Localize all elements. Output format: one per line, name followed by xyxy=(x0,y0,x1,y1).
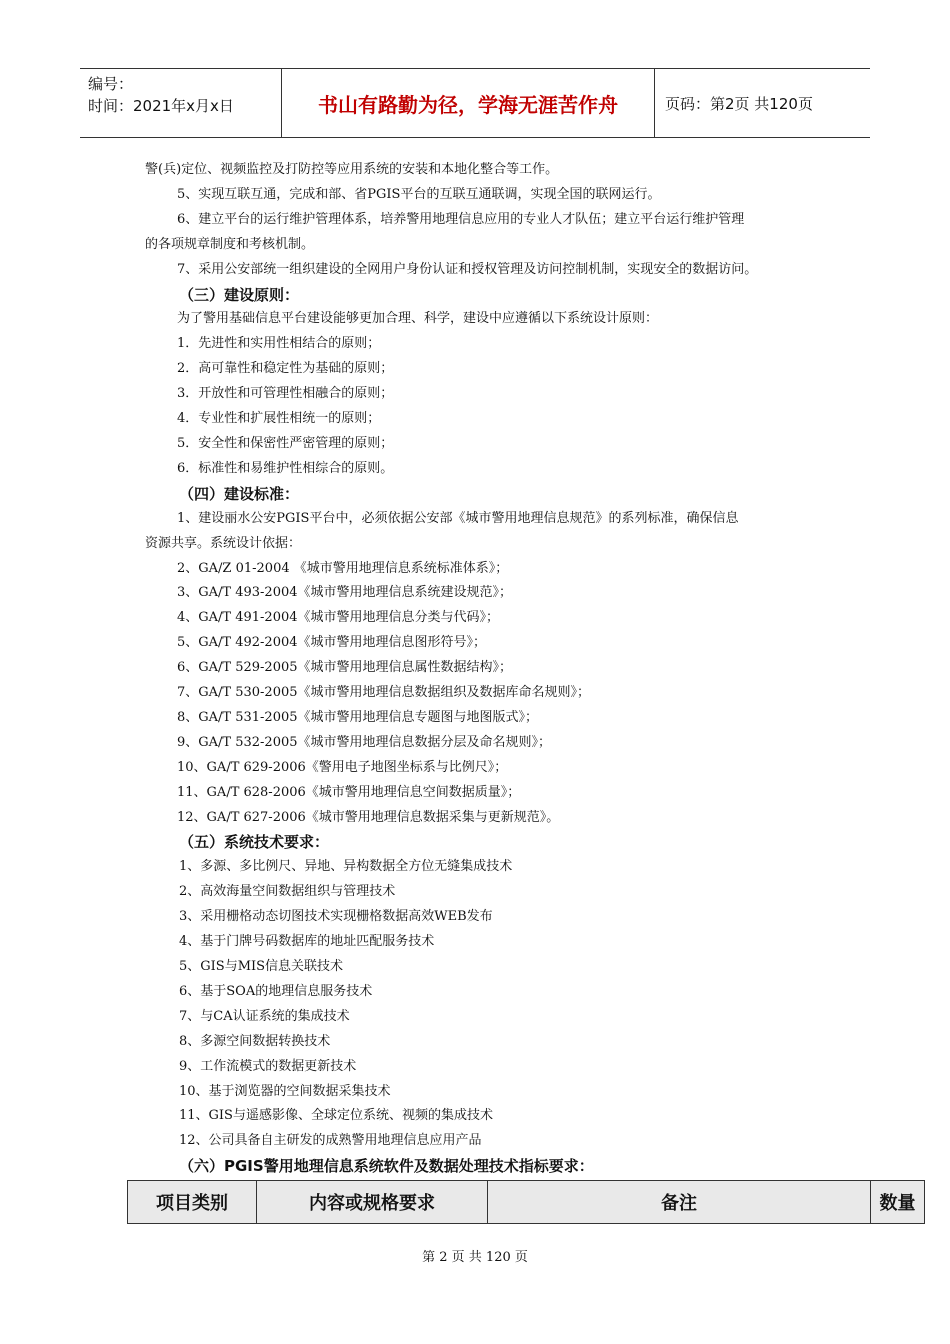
table-header-quantity: 数量 xyxy=(871,1181,925,1224)
tech-item: 8、多源空间数据转换技术 xyxy=(179,1033,331,1049)
principle-item: 3．开放性和可管理性相融合的原则； xyxy=(177,386,394,402)
standard-item: 5、GA/T 492-2004《城市警用地理信息图形符号》； xyxy=(177,635,487,651)
header-code-label: 编号： xyxy=(88,75,134,93)
header-motto: 书山有路勤为径，学海无涯苦作舟 xyxy=(282,69,655,137)
header-page-label: 页码：第2页 共120页 xyxy=(665,94,813,113)
body-line: 7、采用公安部统一组织建设的全网用户身份认证和授权管理及访问控制机制，实现安全的数据访问。 xyxy=(177,261,758,277)
body-line: 警(兵)定位、视频监控及打防控等应用系统的安装和本地化整合等工作。 xyxy=(145,162,559,177)
section-heading-3: （三）建设原则： xyxy=(179,285,300,304)
tech-item: 11、GIS与遥感影像、全球定位系统、视频的集成技术 xyxy=(179,1108,493,1124)
standard-item: 11、GA/T 628-2006《城市警用地理信息空间数据质量》； xyxy=(177,784,521,800)
table-header-spec: 内容或规格要求 xyxy=(257,1181,488,1224)
principle-item: 1．先进性和实用性相结合的原则； xyxy=(177,336,381,352)
principle-item: 6．标准性和易维护性相综合的原则。 xyxy=(177,460,394,476)
section-heading-5: （五）系统技术要求： xyxy=(179,833,330,852)
header-meta xyxy=(80,69,282,137)
standard-item: 8、GA/T 531-2005《城市警用地理信息专题图与地图版式》； xyxy=(177,709,539,725)
standard-item: 10、GA/T 629-2006《警用电子地图坐标系与比例尺》； xyxy=(177,759,508,775)
standard-item: 6、GA/T 529-2005《城市警用地理信息属性数据结构》； xyxy=(177,660,513,676)
tech-item: 7、与CA认证系统的集成技术 xyxy=(179,1008,350,1024)
table-header-row xyxy=(128,1181,925,1224)
tech-item: 2、高效海量空间数据组织与管理技术 xyxy=(179,884,396,900)
standard-item: 4、GA/T 491-2004《城市警用地理信息分类与代码》； xyxy=(177,610,500,626)
tech-item: 3、采用栅格动态切图技术实现栅格数据高效WEB发布 xyxy=(179,909,493,925)
table-header-remark: 备注 xyxy=(488,1181,871,1224)
document-body xyxy=(145,158,825,1179)
principles-intro: 为了警用基础信息平台建设能够更加合理、科学，建设中应遵循以下系统设计原则： xyxy=(177,311,659,327)
page-header xyxy=(80,68,870,138)
tech-item: 1、多源、多比例尺、异地、异构数据全方位无缝集成技术 xyxy=(179,859,513,875)
principle-item: 5．安全性和保密性严密管理的原则； xyxy=(177,435,394,451)
tech-item: 9、工作流模式的数据更新技术 xyxy=(179,1058,357,1074)
tech-item: 12、公司具备自主研发的成熟警用地理信息应用产品 xyxy=(179,1133,482,1149)
tech-item: 10、基于浏览器的空间数据采集技术 xyxy=(179,1083,391,1099)
body-line: 的各项规章制度和考核机制。 xyxy=(145,236,315,252)
spec-table xyxy=(127,1180,925,1224)
principle-item: 2．高可靠性和稳定性为基础的原则； xyxy=(177,361,394,377)
standard-item: 2、GA/Z 01-2004 《城市警用地理信息系统标准体系》； xyxy=(177,560,509,576)
table-header-category: 项目类别 xyxy=(128,1181,257,1224)
body-line: 6、建立平台的运行维护管理体系，培养警用地理信息应用的专业人才队伍；建立平台运行维护管理 xyxy=(177,211,745,227)
tech-item: 6、基于SOA的地理信息服务技术 xyxy=(179,983,373,999)
page-footer: 第 2 页 共 120 页 xyxy=(422,1250,528,1265)
standard-item: 7、GA/T 530-2005《城市警用地理信息数据组织及数据库命名规则》； xyxy=(177,685,591,701)
section-heading-4: （四）建设标准： xyxy=(179,484,300,503)
standard-item: 9、GA/T 532-2005《城市警用地理信息数据分层及命名规则》； xyxy=(177,734,552,750)
standards-intro: 1、建设丽水公安PGIS平台中，必须依据公安部《城市警用地理信息规范》的系列标准，确保信息 xyxy=(177,510,739,526)
standard-item: 12、GA/T 627-2006《城市警用地理信息数据采集与更新规范》。 xyxy=(177,809,560,825)
standards-intro: 资源共享。系统设计依据： xyxy=(145,535,302,551)
standard-item: 3、GA/T 493-2004《城市警用地理信息系统建设规范》； xyxy=(177,585,513,601)
principle-item: 4．专业性和扩展性相统一的原则； xyxy=(177,411,381,427)
header-time-label: 时间：2021年x月x日 xyxy=(88,97,234,115)
tech-item: 5、GIS与MIS信息关联技术 xyxy=(179,959,344,974)
section-heading-6: （六）PGIS警用地理信息系统软件及数据处理技术指标要求： xyxy=(179,1157,594,1176)
body-line: 5、实现互联互通，完成和部、省PGIS平台的互联互通联调，实现全国的联网运行。 xyxy=(177,186,661,202)
tech-item: 4、基于门牌号码数据库的地址匹配服务技术 xyxy=(179,934,435,950)
